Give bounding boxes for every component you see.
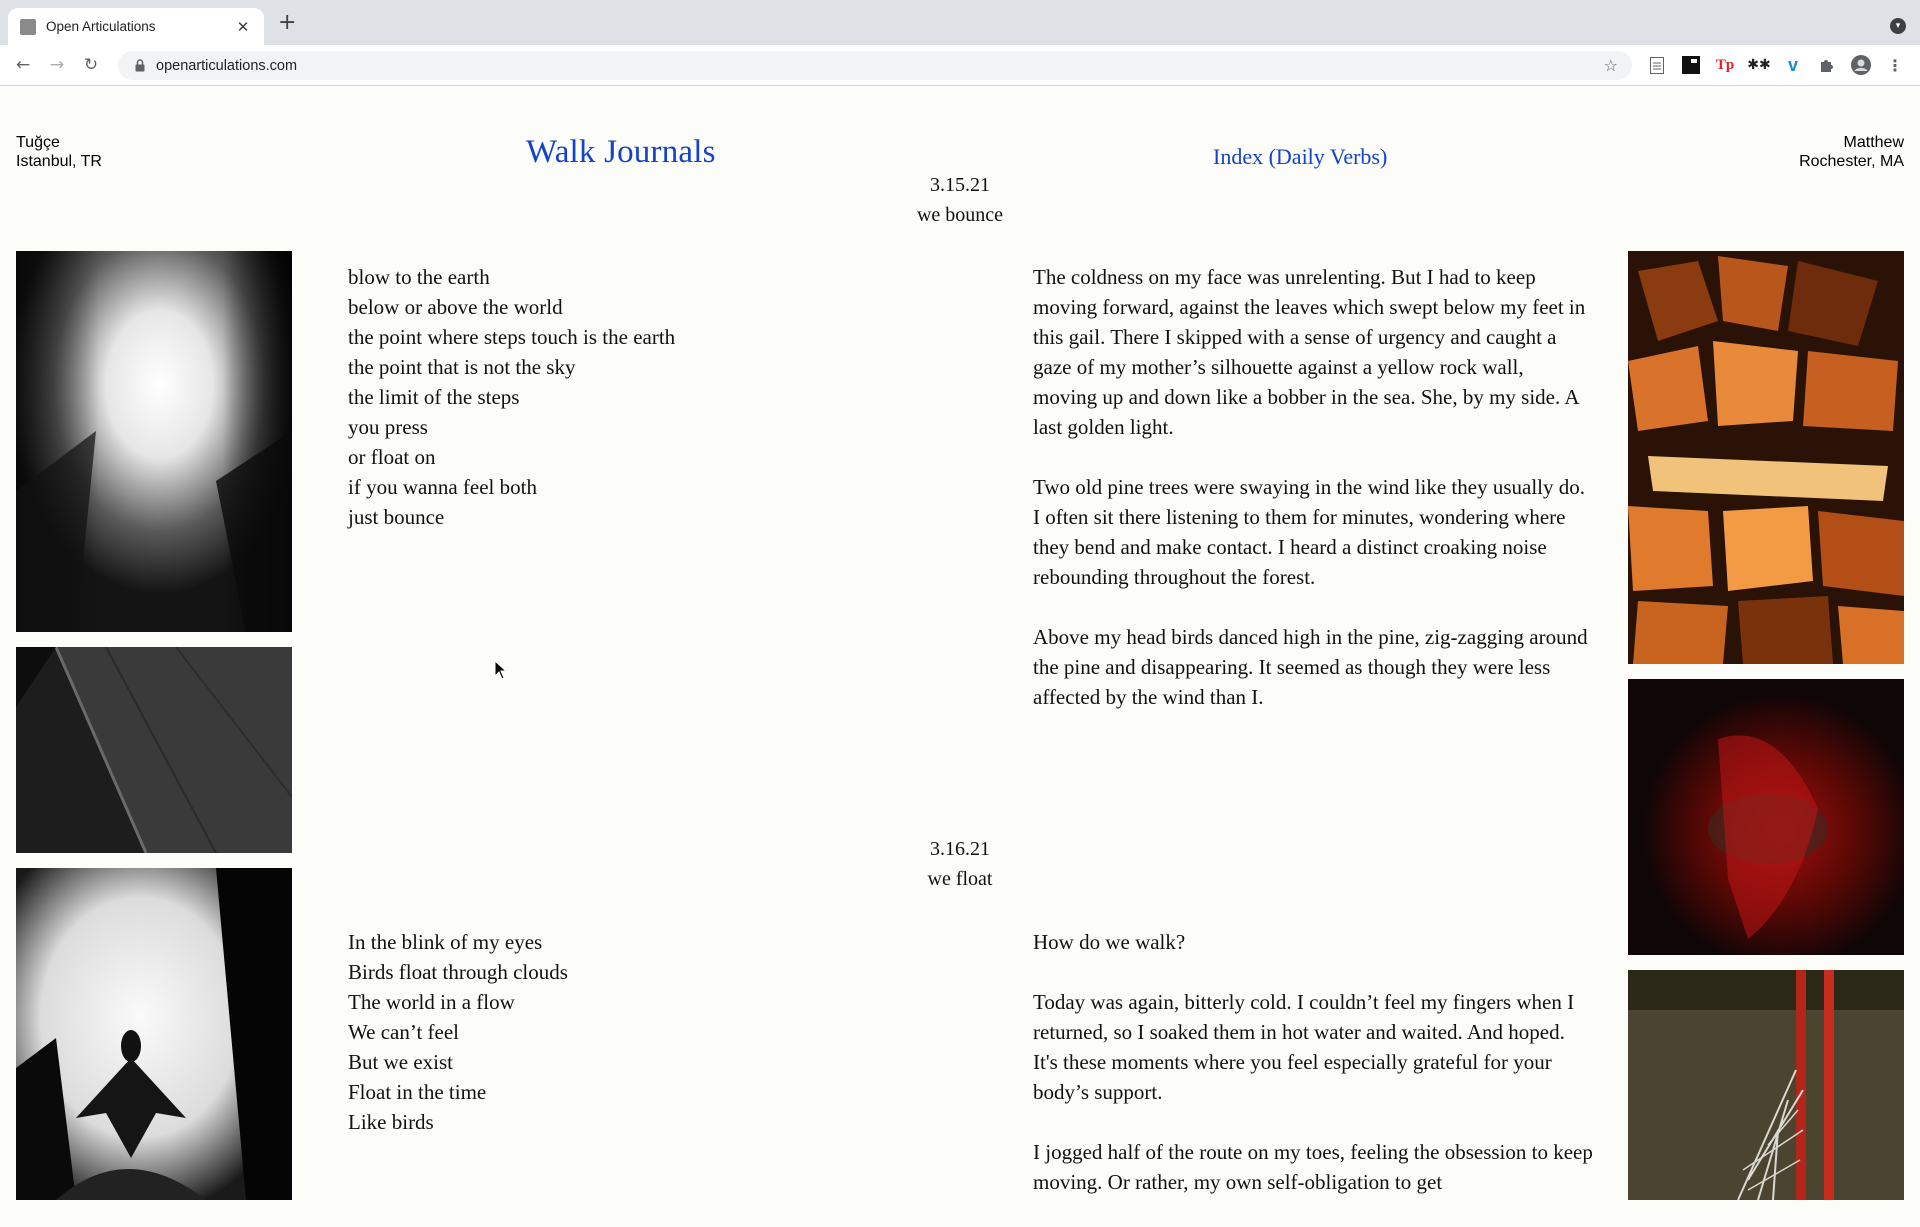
page-title[interactable]: Walk Journals [526, 134, 716, 170]
poem-line: But we exist [348, 1050, 453, 1074]
poem-line: the point where steps touch is the earth [348, 325, 676, 349]
puzzle-icon[interactable] [1817, 55, 1837, 75]
left-author-location: Istanbul, TR [16, 153, 102, 170]
browser-toolbar [0, 45, 1920, 86]
poem-line: Float in the time [348, 1080, 487, 1104]
tp-extension-icon[interactable]: Tp [1715, 56, 1735, 73]
journal-paragraph: Two old pine trees were swaying in the wind like they usually do. I often sit there listening to them for minutes, wondering where they bend and make contact. I heard a distinct croaking noise rebounding throughout the forest. [1033, 475, 1585, 589]
entry-header [0, 170, 1920, 230]
entry-date: 3.16.21 [930, 838, 990, 860]
kebab-menu-icon[interactable]: ⋮ [1887, 55, 1903, 75]
poem-line: In the blink of my eyes [348, 930, 543, 954]
journal-paragraph: Today was again, bitterly cold. I couldn’t feel my fingers when I returned, so I soaked them in hot water and waited. And hoped. It's these moments where you feel especially grateful for your body’s support. [1033, 990, 1575, 1104]
poem-line: We can’t feel [348, 1020, 460, 1044]
arrow-right-icon[interactable]: → [49, 55, 65, 75]
photo-firewood[interactable] [1628, 251, 1904, 664]
star-icon[interactable]: ☆ [1603, 56, 1618, 75]
poem-line: if you wanna feel both [348, 475, 537, 499]
right-author-name: Matthew [1843, 134, 1904, 151]
journal-paragraph: I jogged half of the route on my toes, feeling the obsession to keep moving. Or rather, my own self-obligation to get [1033, 1140, 1593, 1194]
journal-text [1033, 927, 1593, 1227]
poem-line: you press [348, 415, 428, 439]
poem-line: the point that is not the sky [348, 355, 576, 379]
tab-search-icon[interactable]: ▾ [1890, 18, 1906, 34]
reload-icon[interactable]: ↻ [83, 55, 99, 75]
poem-text [348, 262, 675, 532]
poem-line: or float on [348, 445, 436, 469]
poem-line: the limit of the steps [348, 385, 520, 409]
journal-paragraph: How do we walk? [1033, 930, 1186, 954]
poem-line: just bounce [348, 505, 445, 529]
poem-line: Birds float through clouds [348, 960, 568, 984]
photo-blurred-street[interactable] [16, 251, 292, 632]
photo-soccer-goal[interactable] [1628, 970, 1904, 1200]
tab-title: Open Articulations [46, 19, 156, 34]
address-bar[interactable] [118, 51, 1632, 80]
poem-line: below or above the world [348, 295, 563, 319]
photo-bird-silhouette[interactable] [16, 868, 292, 1200]
arrow-left-icon[interactable]: ← [15, 55, 31, 75]
journal-text [1033, 262, 1593, 742]
favicon-icon [20, 19, 36, 35]
mouse-cursor-icon [494, 660, 508, 685]
browser-tab[interactable] [8, 8, 264, 45]
photo-dark-bench[interactable] [16, 647, 292, 853]
poem-line: Like birds [348, 1110, 434, 1134]
poem-line: blow to the earth [348, 265, 490, 289]
entry-date: 3.15.21 [930, 174, 990, 196]
entry-verb: we float [927, 868, 993, 890]
vimeo-extension-icon[interactable]: v [1787, 54, 1798, 75]
entry-verb: we bounce [916, 204, 1004, 226]
new-tab-icon[interactable]: + [278, 10, 297, 35]
journal-paragraph: Above my head birds danced high in the pine, zig-zagging around the pine and disappearing. It seemed as though they were less affected by the wind than I. [1033, 625, 1588, 709]
asterisk-extension-icon[interactable]: ✱✱ [1747, 57, 1771, 73]
photo-red-blur[interactable] [1628, 679, 1904, 955]
poem-text [348, 927, 568, 1137]
lock-icon[interactable] [130, 59, 150, 72]
dark-square-extension-icon[interactable] [1681, 55, 1701, 75]
document-extension-icon[interactable] [1647, 55, 1667, 75]
index-link[interactable]: Index (Daily Verbs) [1213, 144, 1388, 169]
right-author-location: Rochester, MA [1799, 153, 1904, 170]
profile-icon[interactable] [1851, 55, 1871, 75]
close-icon[interactable]: ✕ [236, 17, 250, 36]
journal-paragraph: The coldness on my face was unrelenting. But I had to keep moving forward, against the leaves which swept below my feet in this gail. There I skipped with a sense of urgency and caught a gaze of my mother’s silhouette against a yellow rock wall, moving up and down like a bobber in the sea. She, by my side. A last golden light. [1033, 265, 1586, 439]
poem-line: The world in a flow [348, 990, 515, 1014]
url-text[interactable]: openarticulations.com [156, 57, 298, 74]
right-author [1799, 133, 1904, 171]
browser-tabstrip [0, 0, 1920, 45]
left-author [16, 133, 102, 171]
left-author-name: Tuğçe [16, 134, 60, 151]
